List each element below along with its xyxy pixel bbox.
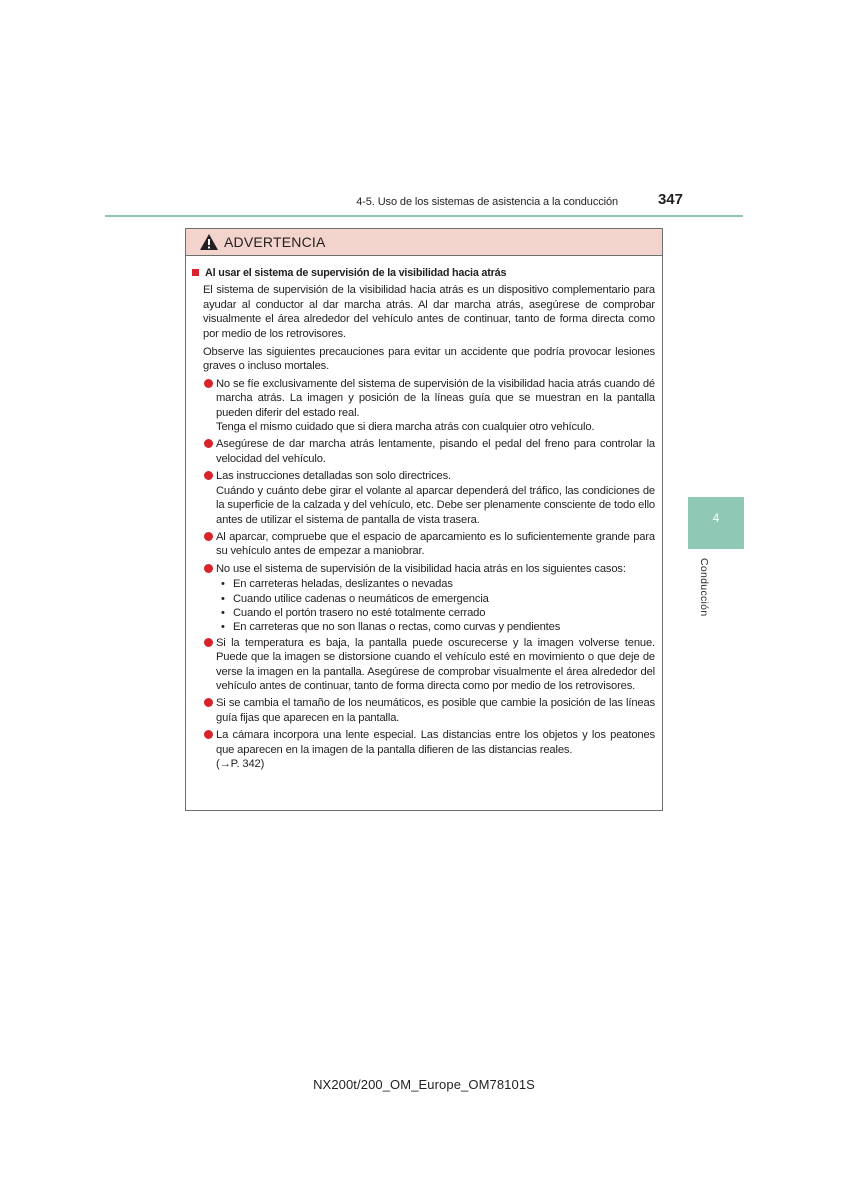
small-bullet-icon: • <box>221 592 225 605</box>
footer-text: NX200t/200_OM_Europe_OM78101S <box>313 1077 535 1092</box>
bullet-text: Asegúrese de dar marcha atrás lentamente, pisando el pedal del freno para controlar la velocidad del vehículo. <box>216 438 655 465</box>
bullet-text: Si se cambia el tamaño de los neumáticos, es posible que cambie la posición de las líneas guía fijas que aparecen en la pantalla. <box>216 697 655 724</box>
page-reference[interactable]: (→P. 342) <box>216 758 265 770</box>
warning-header <box>186 229 662 256</box>
circle-bullet-icon <box>204 730 213 739</box>
list-item <box>191 636 655 694</box>
circle-bullet-icon <box>204 564 213 573</box>
small-bullet-icon: • <box>221 606 225 619</box>
small-bullet-icon: • <box>221 621 225 634</box>
sub-list-item <box>221 606 655 620</box>
bullet-text: Al aparcar, compruebe que el espacio de aparcamiento es lo suficientemente grande para su vehículo antes de empezar a maniobrar. <box>216 530 655 558</box>
chapter-number: 4 <box>712 511 720 525</box>
circle-bullet-icon <box>204 698 213 707</box>
bullet-text: Las instrucciones detalladas son solo directrices. <box>216 470 452 483</box>
list-item <box>191 696 655 725</box>
small-bullet-icon: • <box>221 578 225 591</box>
sub-item-text: Cuando utilice cadenas o neumáticos de emergencia <box>233 592 489 605</box>
list-item <box>191 562 655 576</box>
square-bullet-icon <box>192 269 199 276</box>
circle-bullet-icon <box>204 638 213 647</box>
warning-box <box>185 228 663 811</box>
paragraph: El sistema de supervisión de la visibilidad hacia atrás es un dispositivo complementario para ayudar al conductor al dar marcha atrás. Al dar marcha atrás, asegúrese de comprobar visualmente el área alrededor del vehículo antes de continuar, tanto de forma directa como por medio de los retrovisores. <box>203 284 655 340</box>
warning-triangle-icon <box>199 233 219 251</box>
list-item <box>191 377 655 435</box>
sub-list-item <box>221 577 655 591</box>
warning-title: ADVERTENCIA <box>224 234 326 250</box>
circle-bullet-icon <box>204 532 213 541</box>
section-title: 4-5. Uso de los sistemas de asistencia a la conducción <box>356 196 618 208</box>
list-item <box>191 728 655 771</box>
list-item <box>191 437 655 466</box>
header-divider <box>105 215 743 217</box>
bullet-text: Si la temperatura es baja, la pantalla puede oscurecerse y la imagen volverse tenue. Puede que la imagen se distorsione cuando el vehículo esté en movimiento o que deje de verse la imagen en la pantalla. Asegúrese de comprobar visualmente el área alrededor del vehículo antes de continuar, tanto de forma directa como por medio de los retrovisores. <box>216 636 655 692</box>
sub-list <box>191 577 655 635</box>
circle-bullet-icon <box>204 379 213 388</box>
bullet-text: No use el sistema de supervisión de la visibilidad hacia atrás en los siguientes casos: <box>216 562 626 575</box>
circle-bullet-icon <box>204 439 213 448</box>
sub-item-text: En carreteras heladas, deslizantes o nevadas <box>233 578 453 591</box>
chapter-label: Conducción <box>698 558 710 617</box>
page-number: 347 <box>657 191 683 208</box>
list-item <box>191 530 655 559</box>
chapter-tab[interactable] <box>688 497 744 549</box>
sub-list-item <box>221 620 655 634</box>
paragraph: Observe las siguientes precauciones para evitar un accidente que podría provocar lesiones graves o incluso mortales. <box>203 346 655 373</box>
bullet-text: No se fíe exclusivamente del sistema de supervisión de la visibilidad hacia atrás cuando dé marcha atrás. La imagen y posición de la líneas guía que se muestran en la pantalla pueden diferir del estado real. <box>216 377 655 419</box>
list-item <box>191 469 655 527</box>
section-heading-text: Al usar el sistema de supervisión de la visibilidad hacia atrás <box>205 267 507 279</box>
section-heading <box>191 266 655 280</box>
sub-list-item <box>221 592 655 606</box>
bullet-text: La cámara incorpora una lente especial. Las distancias entre los objetos y los peatones que aparecen en la imagen de la pantalla difieren de las distancias reales. <box>216 729 655 756</box>
sub-item-text: Cuando el portón trasero no esté totalmente cerrado <box>233 606 486 619</box>
sub-item-text: En carreteras que no son llanas o rectas, como curvas y pendientes <box>233 621 561 634</box>
bullet-text: Tenga el mismo cuidado que si diera marcha atrás con cualquier otro vehículo. <box>216 421 595 434</box>
warning-content <box>186 256 662 771</box>
circle-bullet-icon <box>204 471 213 480</box>
bullet-text: Cuándo y cuánto debe girar el volante al aparcar dependerá del tráfico, las condiciones de la superficie de la calzada y del vehículo, etc. Debe ser plenamente consciente de todo ello antes de utilizar el sistema de pantalla de vista trasera. <box>216 484 655 526</box>
